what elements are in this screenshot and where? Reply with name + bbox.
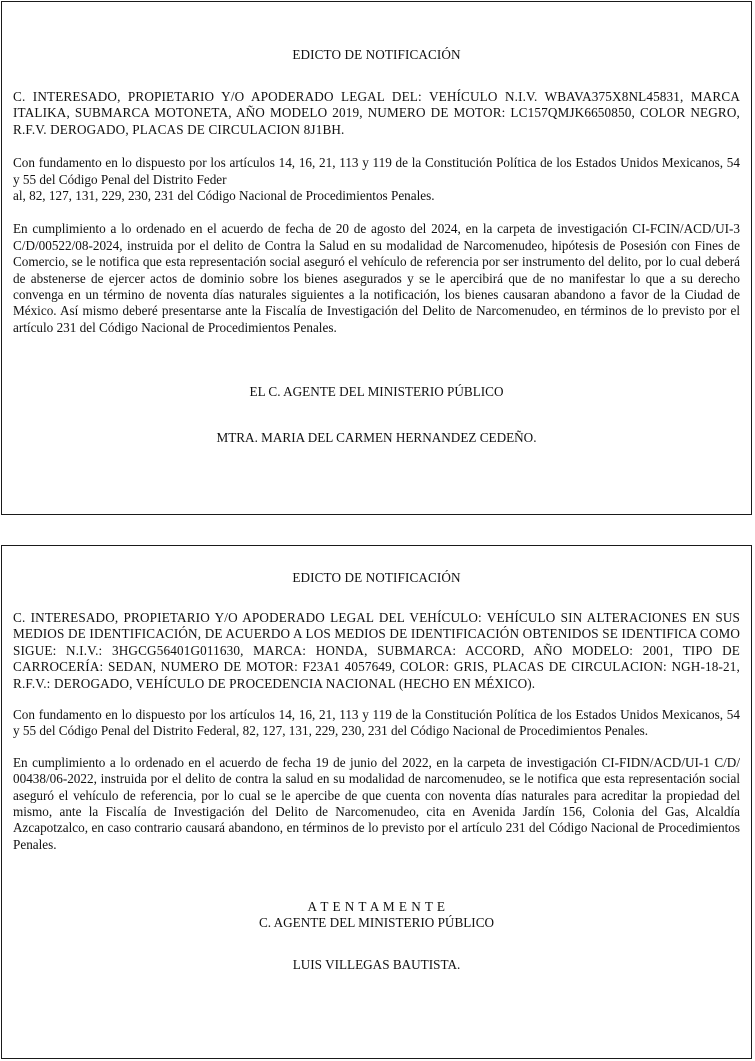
edict-notice-1	[1, 1, 752, 515]
legal-basis-paragraph	[13, 155, 740, 204]
recipient-paragraph: C. INTERESADO, PROPIETARIO Y/O APODERADO LEGAL DEL: VEHÍCULO N.I.V. WBAVA375X8NL45831, MARCA ITALIKA, SUBMARCA MOTONETA, AÑO MODELO 2019, NUMERO DE MOTOR: LC157QMJK6650850, COLOR NEGRO, R.F.V. DEROGADO, PLACAS DE CIRCULACION 8J1BH.	[13, 89, 740, 137]
signatory-title: C. AGENTE DEL MINISTERIO PÚBLICO	[258, 915, 495, 931]
closing-salutation: A T E N T A M E N T E	[307, 899, 446, 915]
legal-basis-paragraph: Con fundamento en lo dispuesto por los artículos 14, 16, 21, 113 y 119 de la Constitución Política de los Estados Unidos Mexicanos, 54 y 55 del Código Penal del Distrito Federal, 82, 127, 131, 229, 230, 231 del Código Nacional de Procedimientos Penales.	[13, 707, 740, 739]
legal-basis-line-1: Con fundamento en lo dispuesto por los artículos 14, 16, 21, 113 y 119 de la Constitución Política de los Estados Unidos Mexicanos, 54 y 55 del Código Penal del Distrito Feder	[13, 155, 740, 187]
edict-notice-2	[1, 545, 752, 1059]
legal-basis-line-2: al, 82, 127, 131, 229, 230, 231 del Código Nacional de Procedimientos Penales.	[13, 188, 435, 204]
order-paragraph: En cumplimiento a lo ordenado en el acuerdo de fecha de 20 de agosto del 2024, en la carpeta de investigación CI-FCIN/ACD/UI-3 C/D/00522/08-2024, instruida por el delito de Contra la Salud en su modalidad de Narcomenudeo, hipótesis de Posesión con Fines de Comercio, se le notifica que esta representación social aseguró el vehículo de referencia por ser instrumento del delito, por lo cual deberá de abstenerse de ejercer actos de dominio sobre los bienes asegurados y se le apercibirá que de no manifestar lo que a su derecho convenga en un término de noventa días naturales siguientes a la notificación, los bienes causaran abandono a favor de la Ciudad de México. Así mismo deberé presentarse ante la Fiscalía de Investigación del Delito de Narcomenudeo, en términos de lo previsto por el artículo 231 del Código Nacional de Procedimientos Penales.	[13, 221, 740, 335]
recipient-paragraph: C. INTERESADO, PROPIETARIO Y/O APODERADO LEGAL DEL VEHÍCULO: VEHÍCULO SIN ALTERACIONES EN SUS MEDIOS DE IDENTIFICACIÓN, DE ACUERDO A LOS MEDIOS DE IDENTIFICACIÓN OBTENIDOS SE IDENTIFICA COMO SIGUE: N.I.V.: 3HGCG56401G011630, MARCA: HONDA, SUBMARCA: ACCORD, AÑO MODELO: 2001, TIPO DE CARROCERÍA: SEDAN, NUMERO DE MOTOR: F23A1 4057649, COLOR: GRIS, PLACAS DE CIRCULACION: NGH-18-21, R.F.V.: DEROGADO, VEHÍCULO DE PROCEDENCIA NACIONAL (HECHO EN MÉXICO).	[13, 610, 740, 691]
notice-title: EDICTO DE NOTIFICACIÓN	[292, 570, 461, 585]
signatory-name: LUIS VILLEGAS BAUTISTA.	[292, 957, 461, 973]
order-paragraph: En cumplimiento a lo ordenado en el acuerdo de fecha 19 de junio del 2022, en la carpeta de investigación CI-FIDN/ACD/UI-1 C/D/ 00438/06-2022, instruida por el delito de contra la salud en su modalidad de narcomenudeo, se le notifica que esta representación social aseguró el vehículo de referencia, por lo cual se le apercibe de que cuenta con noventa días naturales para acreditar la propiedad del mismo, ante la Fiscalía de Investigación del Delito de Narcomenudeo, cita en Avenida Jardín 156, Colonia del Gas, Alcaldía Azcapotzalco, en caso contrario causará abandono, en términos de lo previsto por el artículo 231 del Código Nacional de Procedimientos Penales.	[13, 754, 740, 852]
signatory-title: EL C. AGENTE DEL MINISTERIO PÚBLICO	[249, 384, 504, 400]
notice-title: EDICTO DE NOTIFICACIÓN	[292, 47, 461, 62]
signatory-name: MTRA. MARIA DEL CARMEN HERNANDEZ CEDEÑO.	[216, 430, 537, 446]
